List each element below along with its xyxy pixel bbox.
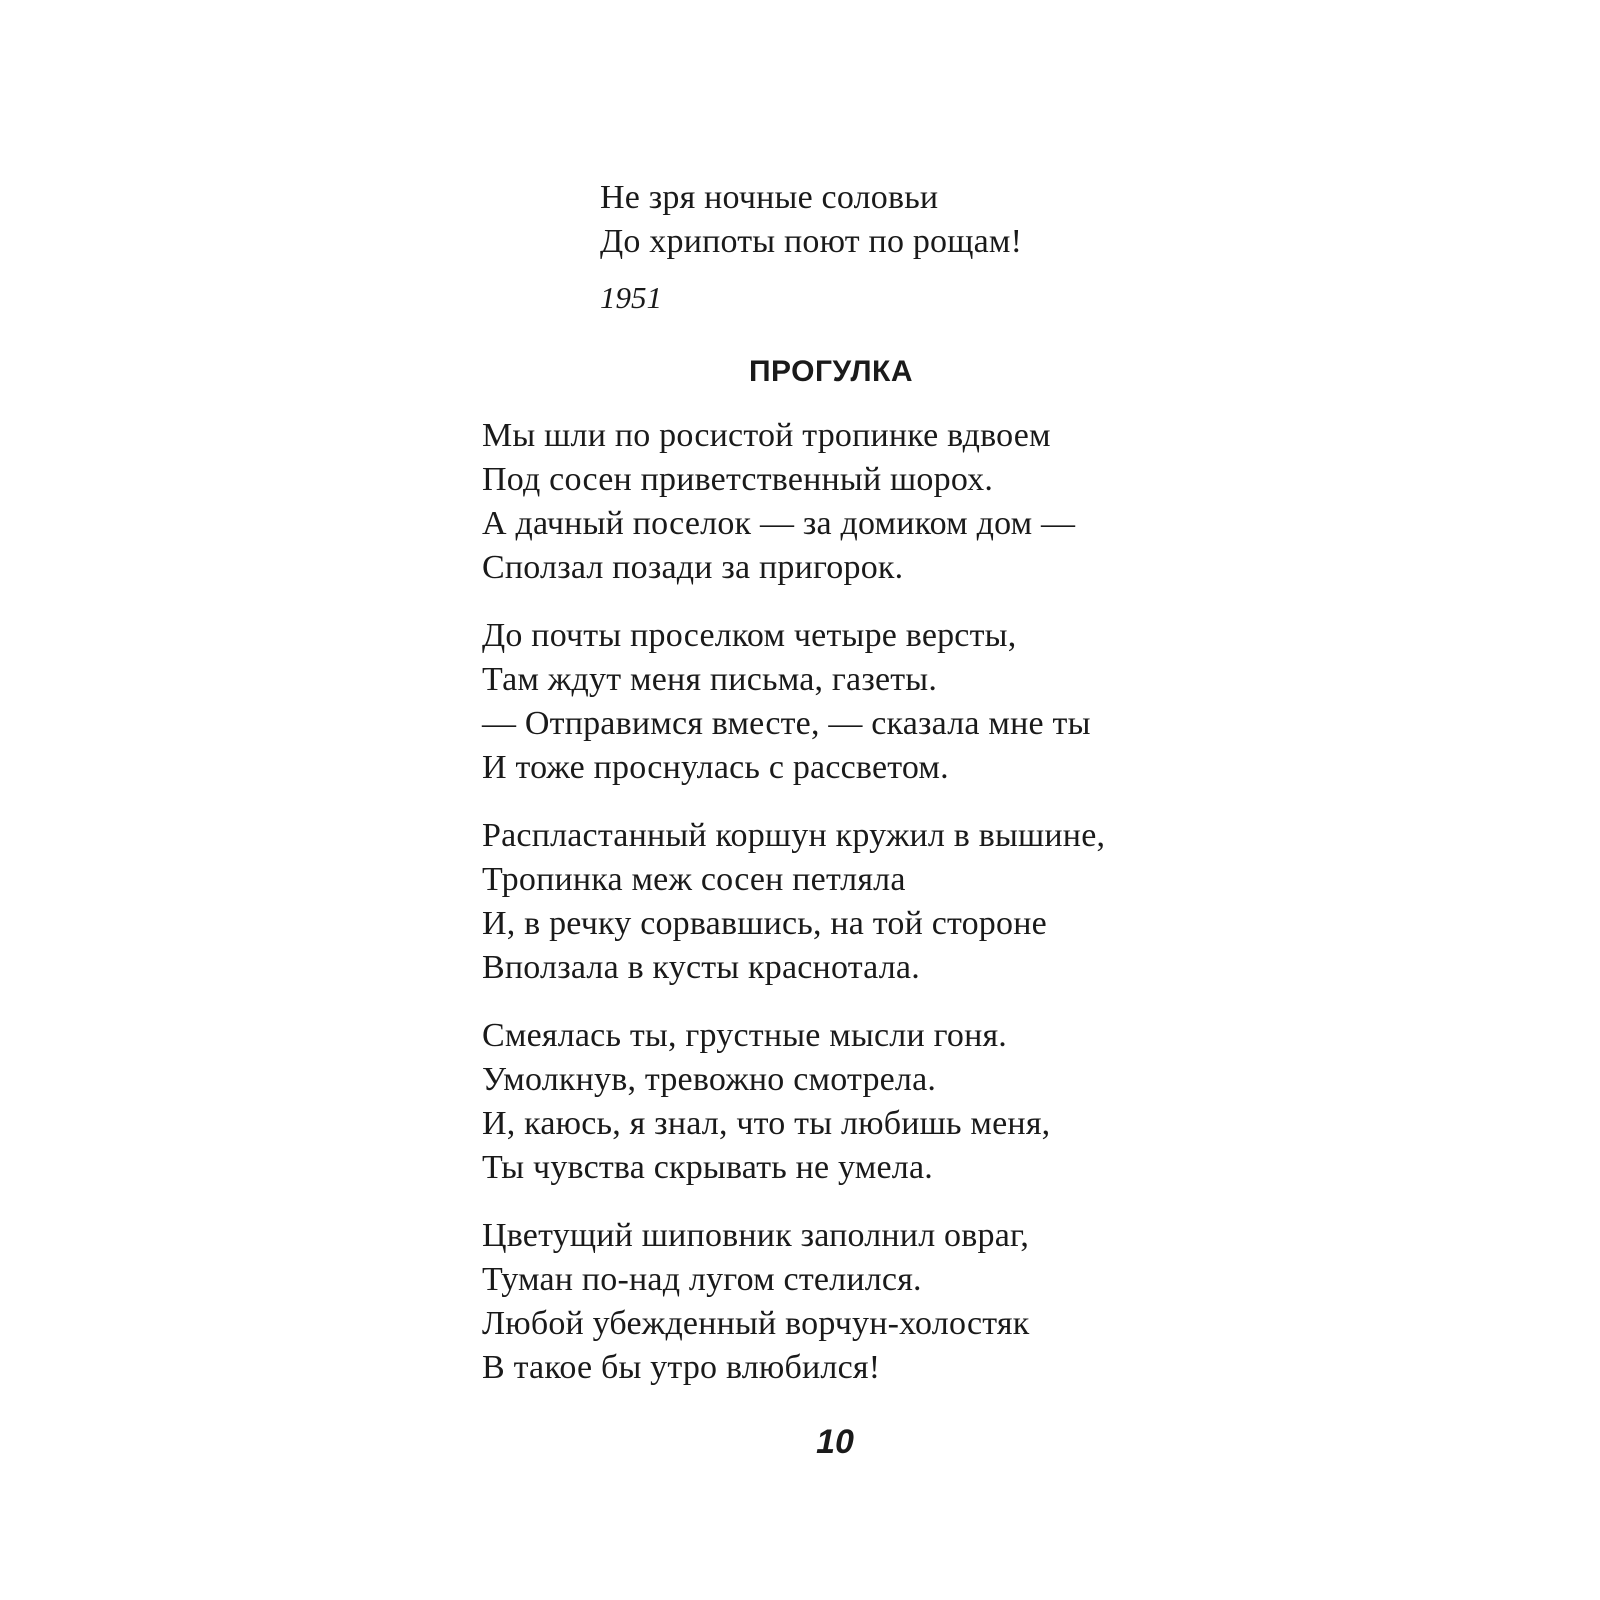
poem-line: Любой убежденный ворчун-холостяк [482, 1305, 1030, 1342]
poem-line: Вползала в кусты краснотала. [482, 949, 920, 986]
poem-line: Тропинка меж сосен петляла [482, 861, 906, 898]
poem-line: До почты проселком четыре версты, [482, 617, 1017, 654]
poem-line: И, в речку сорвавшись, на той стороне [482, 905, 1047, 942]
poem-body [482, 414, 1105, 1414]
poem-line: — Отправимся вместе, — сказала мне ты [482, 705, 1091, 742]
poem-line: А дачный поселок — за домиком дом — [482, 505, 1076, 542]
stanza [482, 814, 1105, 990]
poem-line: Цветущий шиповник заполнил овраг, [482, 1217, 1030, 1254]
poem-line: До хрипоты поют по рощам! [600, 223, 1023, 260]
poem-line: Сползал позади за пригорок. [482, 549, 904, 586]
poem-line: Там ждут меня письма, газеты. [482, 661, 938, 698]
poem-line: Туман по-над лугом стелился. [482, 1261, 922, 1298]
page-number: 10 [816, 1423, 854, 1461]
poem-line: Смеялась ты, грустные мысли гоня. [482, 1017, 1008, 1054]
poem-line: Мы шли по росистой тропинке вдвоем [482, 417, 1051, 454]
stanza [482, 1214, 1105, 1390]
poem-line: Не зря ночные соловьи [600, 179, 939, 216]
previous-poem-ending [600, 176, 1022, 318]
poem-date: 1951 [600, 280, 662, 315]
stanza [482, 614, 1105, 790]
poem-line: Ты чувства скрывать не умела. [482, 1149, 933, 1186]
poem-line: Распластанный коршун кружил в вышине, [482, 817, 1106, 854]
poem-line: В такое бы утро влюбился! [482, 1349, 881, 1386]
poem-line: И тоже проснулась с рассветом. [482, 749, 949, 786]
poem-line: Умолкнув, тревожно смотрела. [482, 1061, 937, 1098]
poem-line: И, каюсь, я знал, что ты любишь меня, [482, 1105, 1051, 1142]
poem-line: Под сосен приветственный шорох. [482, 461, 994, 498]
stanza [482, 414, 1105, 590]
stanza [482, 1014, 1105, 1190]
poem-title: ПРОГУЛКА [748, 355, 914, 388]
